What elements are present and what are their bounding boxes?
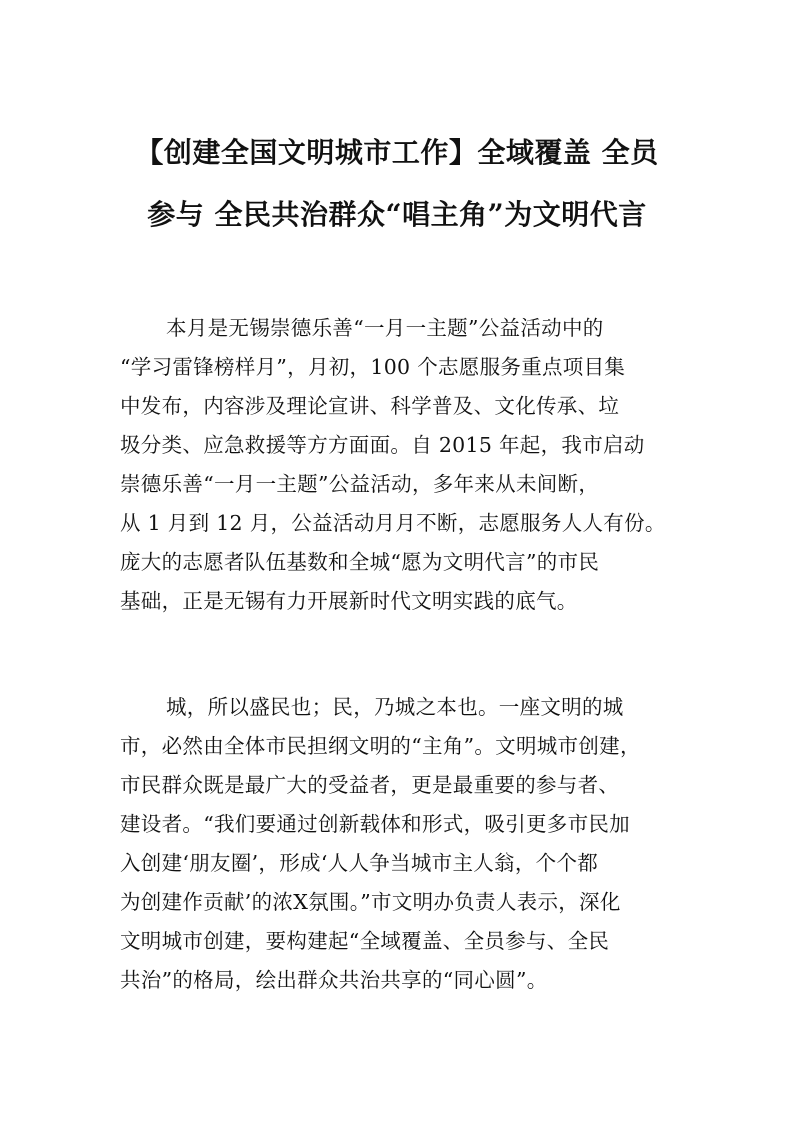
paragraph-line: 庞大的志愿者队伍基数和全城“愿为文明代言”的市民 [120,550,600,574]
paragraph-line: 文明城市创建，要构建起“全域覆盖、全员参与、全民 [120,929,610,953]
title-line: 参与 全民共治群众“唱主角”为文明代言 [147,198,647,231]
paragraph-line: 入创建‘朋友圈’，形成‘人人争当城市主人翁，个个都 [120,851,599,875]
paragraph-line: 本月是无锡崇德乐善“一月一主题”公益活动中的 [166,316,604,340]
paragraph-line: 中发布，内容涉及理论宣讲、科学普及、文化传承、垃 [120,394,620,418]
paragraph-line: 基础，正是无锡有力开展新时代文明实践的底气。 [120,589,578,613]
paragraph-line: 共治”的格局，绘出群众共治共享的“同心圆”。 [120,968,548,992]
paragraph-line: 市，必然由全体市民担纲文明的“主角”。文明城市创建， [120,734,641,758]
paragraph-line: 建设者。“我们要通过创新载体和形式，吸引更多市民加 [120,812,630,836]
paragraph-2 [120,688,680,1000]
paragraph-line: 圾分类、应急救援等方方面面。自 2015 年起，我市启动 [120,433,645,457]
paragraph-line: 崇德乐善“一月一主题”公益活动，多年来从未间断， [120,472,600,496]
paragraph-line: 为创建作贡献’的浓X氛围。”市文明办负责人表示，深化 [120,890,621,914]
paragraph-line: 城，所以盛民也；民，乃城之本也。一座文明的城 [166,695,624,719]
title-line: 【创建全国文明城市工作】全域覆盖 全员 [135,136,659,169]
document-title [110,122,684,246]
paragraph-line: 从 1 月到 12 月，公益活动月月不断，志愿服务人人有份。 [120,511,666,535]
paragraph-line: “学习雷锋榜样月”，月初，100 个志愿服务重点项目集 [120,355,626,379]
paragraph-1 [120,309,680,621]
paragraph-line: 市民群众既是最广大的受益者，更是最重要的参与者、 [120,773,620,797]
